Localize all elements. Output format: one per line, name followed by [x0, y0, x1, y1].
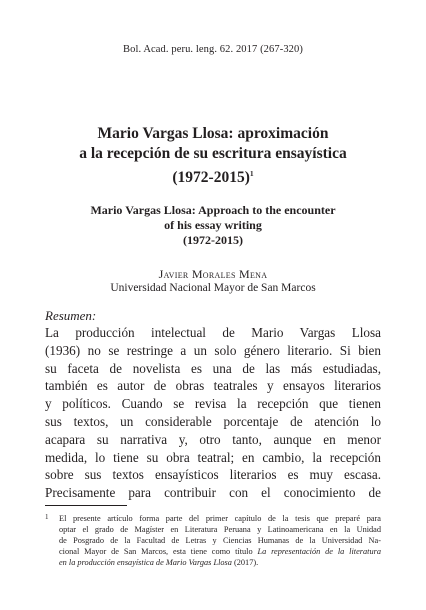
english-title-line-3: (1972-2015): [183, 233, 243, 247]
author-affiliation: Universidad Nacional Mayor de San Marcos: [110, 282, 316, 294]
abstract-line: La producción intelectual de Mario Vargas Llosa: [45, 325, 381, 340]
abstract-line: acapara su narrativa y, otro tanto, aunque en menor: [45, 431, 381, 447]
footnote-line: El presente artículo forma parte del primer capítulo de la tesis que preparé para: [59, 514, 381, 523]
abstract-line: medida, lo tiene su obra teatral; en cambio, la recepción: [45, 449, 381, 465]
abstract-line: sus textos, un considerable porcentaje de atención lo: [45, 413, 381, 429]
english-title: [40, 203, 386, 248]
abstract-body: [45, 324, 381, 502]
title-footnote-mark[interactable]: 1: [249, 169, 254, 178]
abstract-label: Resumen:: [45, 308, 97, 323]
abstract-line: y políticos. Cuando se revisa la recepción que tienen: [45, 396, 381, 412]
footnote-line: optar el grado de Magíster en Literatura Peruana y Latinoamericana en la Unidad: [59, 525, 381, 535]
title-years: (1972-2015): [172, 169, 250, 186]
footnote-line: [45, 557, 381, 568]
footnote-text: (2017).: [231, 558, 259, 568]
footnote-text: cional Mayor de San Marcos, esta tiene como título: [59, 547, 258, 557]
title-line-2: a la recepción de su escritura ensayística: [79, 145, 347, 162]
footnote-mark: 1: [45, 513, 49, 521]
thesis-title-part-2: en la producción ensayística de Mario Vargas Llosa: [59, 558, 232, 568]
footnote: [45, 513, 381, 568]
english-title-line-2: of his essay writing: [164, 218, 262, 232]
journal-header: Bol. Acad. peru. leng. 62. 2017 (267-320): [123, 44, 303, 55]
abstract-line: su faceta de novelista es una de las más estudiadas,: [45, 360, 381, 376]
author-name: Javier Morales Mena: [158, 267, 268, 281]
footnote-separator: [45, 505, 127, 506]
title-line-1: Mario Vargas Llosa: aproximación: [97, 125, 329, 142]
footnote-line: de Posgrado de la Facultad de Letras y Ciencias Humanas de la Universidad Na-: [59, 536, 381, 546]
title-line-3: [30, 164, 396, 188]
thesis-title-part-1: La representación de la literatura: [257, 547, 381, 557]
abstract-line: también es autor de obras teatrales y ensayos literarios: [45, 378, 381, 394]
english-title-line-1: Mario Vargas Llosa: Approach to the encounter: [90, 203, 336, 217]
abstract-line: (1936) no se restringe a un solo género literario. Si bien: [45, 342, 381, 358]
footnote-line: [45, 546, 381, 557]
abstract-line: Precisamente para contribuir con el conocimiento de: [45, 485, 381, 501]
article-title: [30, 124, 396, 188]
abstract-line: sobre sus textos ensayísticos literarios es muy escasa.: [45, 467, 381, 483]
